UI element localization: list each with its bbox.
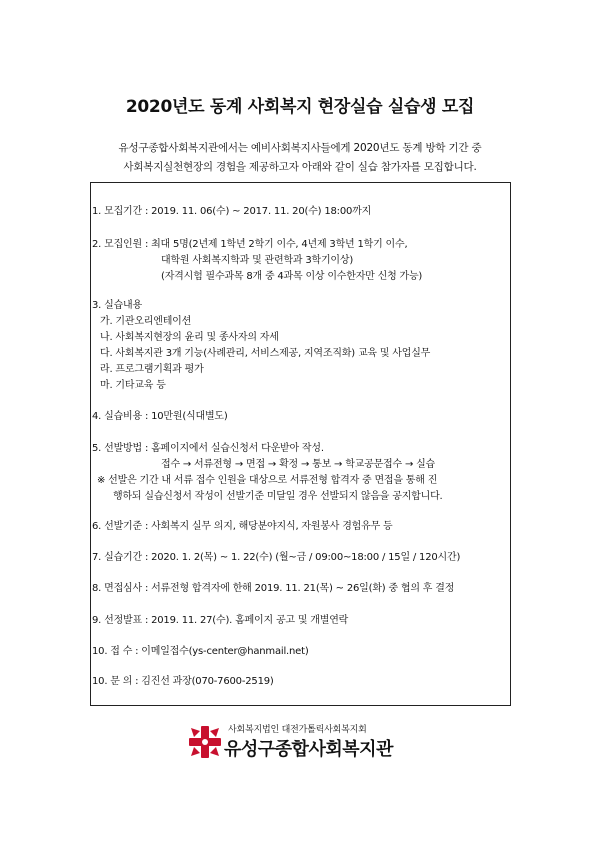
item-criteria: 6. 선발기준 : 사회복지 실무 의지, 해당분야지식, 자원봉사 경험유무 등	[92, 521, 393, 532]
intro-text	[20, 139, 580, 177]
item-duration: 7. 실습기간 : 2020. 1. 2(목) ~ 1. 22(수) (월~금 / 09:00~18:00 / 15일 / 120시간)	[92, 552, 461, 563]
content-item: 마. 기타교육 등	[100, 380, 166, 391]
item-recruit: 2. 모집인원 : 최대 5명(2년제 1학년 2학기 이수, 4년제 3학년 1학기 이수,	[92, 239, 408, 250]
item-method-note-cont: 행하되 실습신청서 작성이 선발기준 미달일 경우 선발되지 않음을 공지합니다.	[113, 491, 443, 502]
item-method: 5. 선발방법 : 홈페이지에서 실습신청서 다운받아 작성.	[92, 443, 324, 454]
item-content-heading: 3. 실습내용	[92, 300, 142, 311]
content-item: 나. 사회복지현장의 윤리 및 종사자의 자세	[100, 332, 279, 343]
item-method-flow: 접수 → 서류전형 → 면접 → 확정 → 통보 → 학교공문접수 → 실습	[161, 459, 436, 470]
intro-line: 사회복지실천현장의 경험을 제공하고자 아래와 같이 실습 참가자를 모집합니다.	[123, 161, 477, 173]
item-interview: 8. 면접심사 : 서류전형 합격자에 한해 2019. 11. 21(목) ~ 26일(화) 중 협의 후 결정	[92, 583, 455, 594]
org-signature	[188, 722, 428, 762]
content-item: 가. 기관오리엔테이션	[100, 316, 192, 327]
intro-line: 유성구종합사회복지관에서는 예비사회복지사들에게 2020년도 동계 방학 기간 중	[118, 142, 482, 154]
org-parent-name: 사회복지법인 대전가톨릭사회복지회	[228, 725, 367, 735]
item-apply: 10. 접 수 : 이메일접수(ys-center@hanmail.net)	[92, 646, 309, 657]
caritas-logo-icon	[188, 725, 222, 759]
page-title: 2020년도 동계 사회복지 현장실습 실습생 모집	[125, 97, 475, 117]
content-item: 라. 프로그램기획과 평가	[100, 364, 204, 375]
item-recruit-cont: 대학원 사회복지학과 및 관련학과 3학기이상)	[161, 255, 354, 266]
item-method-note: ※ 선발은 기간 내 서류 접수 인원을 대상으로 서류전형 합격자 중 면접을 통해 진	[97, 475, 438, 486]
org-name: 유성구종합사회복지관	[224, 739, 393, 760]
content-item: 다. 사회복지관 3개 기능(사례관리, 서비스제공, 지역조직화) 교육 및 사업실무	[100, 348, 431, 359]
item-announce: 9. 선정발표 : 2019. 11. 27(수). 홈페이지 공고 및 개별연락	[92, 615, 349, 626]
item-period: 1. 모집기간 : 2019. 11. 06(수) ~ 2017. 11. 20(수) 18:00까지	[92, 206, 372, 217]
item-cost: 4. 실습비용 : 10만원(식대별도)	[92, 411, 228, 422]
item-inquiry: 10. 문 의 : 김진선 과장(070-7600-2519)	[92, 676, 274, 687]
item-recruit-note: (자격시험 필수과목 8개 중 4과목 이상 이수한자만 신청 가능)	[161, 271, 423, 282]
